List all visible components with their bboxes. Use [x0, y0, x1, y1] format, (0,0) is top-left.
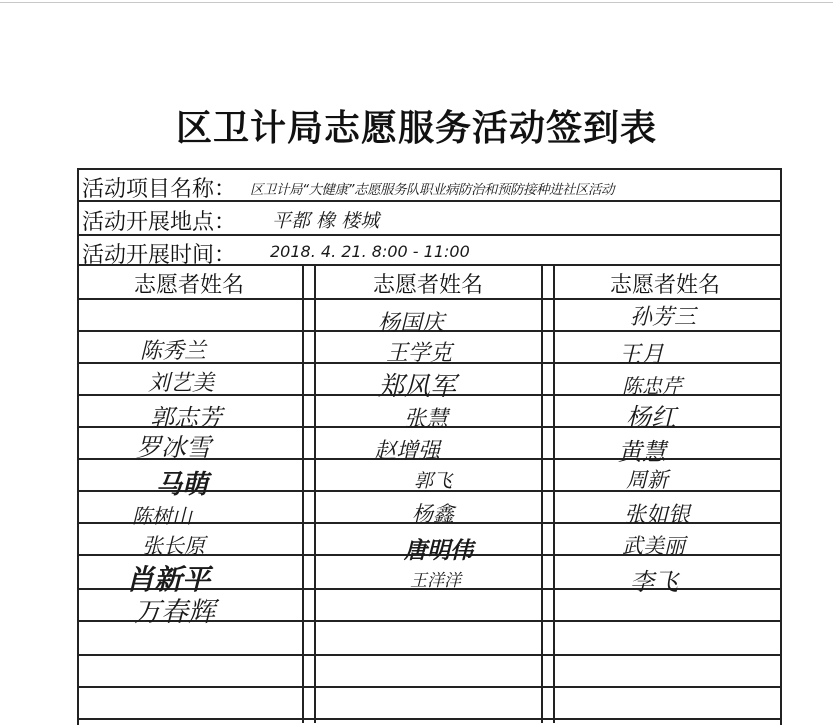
- volunteer-signature: 马萌: [156, 470, 209, 500]
- volunteer-signature: 武美丽: [622, 534, 685, 558]
- time-value: 2018. 4. 21. 8:00 - 11:00: [270, 242, 470, 261]
- project-name-label: 活动项目名称：: [82, 177, 237, 202]
- project-name-value: 区卫计局“大健康”志愿服务队职业病防治和预防接种进社区活动: [250, 182, 614, 198]
- document-title: 区卫计局志愿服务活动签到表: [175, 107, 657, 149]
- volunteer-signature: 张如银: [624, 503, 691, 528]
- volunteer-signature: 黄慧: [618, 438, 666, 466]
- volunteer-signature: 王月: [618, 342, 664, 368]
- row-divider: [77, 718, 780, 720]
- location-label: 活动开展地点：: [82, 210, 237, 235]
- column-divider: [553, 264, 555, 723]
- volunteer-signature: 唐明伟: [404, 538, 473, 564]
- volunteer-signature: 万春辉: [134, 597, 215, 628]
- volunteer-signature: 郭飞: [414, 470, 453, 492]
- volunteer-signature: 刘艺美: [148, 371, 215, 396]
- volunteer-signature: 陈树山: [132, 504, 192, 528]
- column-header-3: 志愿者姓名: [609, 273, 720, 298]
- row-divider: [77, 686, 780, 688]
- volunteer-signature: 郑风军: [378, 372, 457, 402]
- volunteer-signature: 杨红: [626, 403, 677, 432]
- column-divider: [302, 264, 304, 723]
- volunteer-signature: 罗冰雪: [136, 433, 212, 462]
- column-divider: [314, 264, 316, 723]
- page-edge: [0, 2, 833, 3]
- column-divider: [541, 264, 543, 723]
- time-label: 活动开展时间：: [82, 243, 237, 268]
- volunteer-signature: 赵增强: [374, 439, 441, 464]
- volunteer-signature: 杨鑫: [412, 502, 454, 526]
- volunteer-signature: 陈秀兰: [140, 339, 207, 364]
- column-header-2: 志愿者姓名: [372, 273, 483, 298]
- volunteer-signature: 张慧: [404, 407, 449, 432]
- volunteer-signature: 孙芳三: [630, 305, 697, 330]
- column-header-1: 志愿者姓名: [133, 273, 244, 298]
- volunteer-signature: 王学克: [386, 341, 453, 366]
- row-divider: [77, 654, 780, 656]
- volunteer-signature: 郭志芳: [150, 404, 222, 432]
- volunteer-signature: 李飞: [630, 568, 678, 596]
- volunteer-signature: 肖新平: [126, 563, 211, 596]
- volunteer-signature: 周新: [626, 468, 668, 492]
- volunteer-signature: 杨国庆: [378, 311, 445, 336]
- location-value: 平都 橡 楼城: [272, 210, 380, 232]
- volunteer-signature: 陈忠芹: [622, 374, 682, 398]
- volunteer-signature: 张长原: [142, 534, 205, 558]
- volunteer-signature: 王洋洋: [410, 571, 461, 591]
